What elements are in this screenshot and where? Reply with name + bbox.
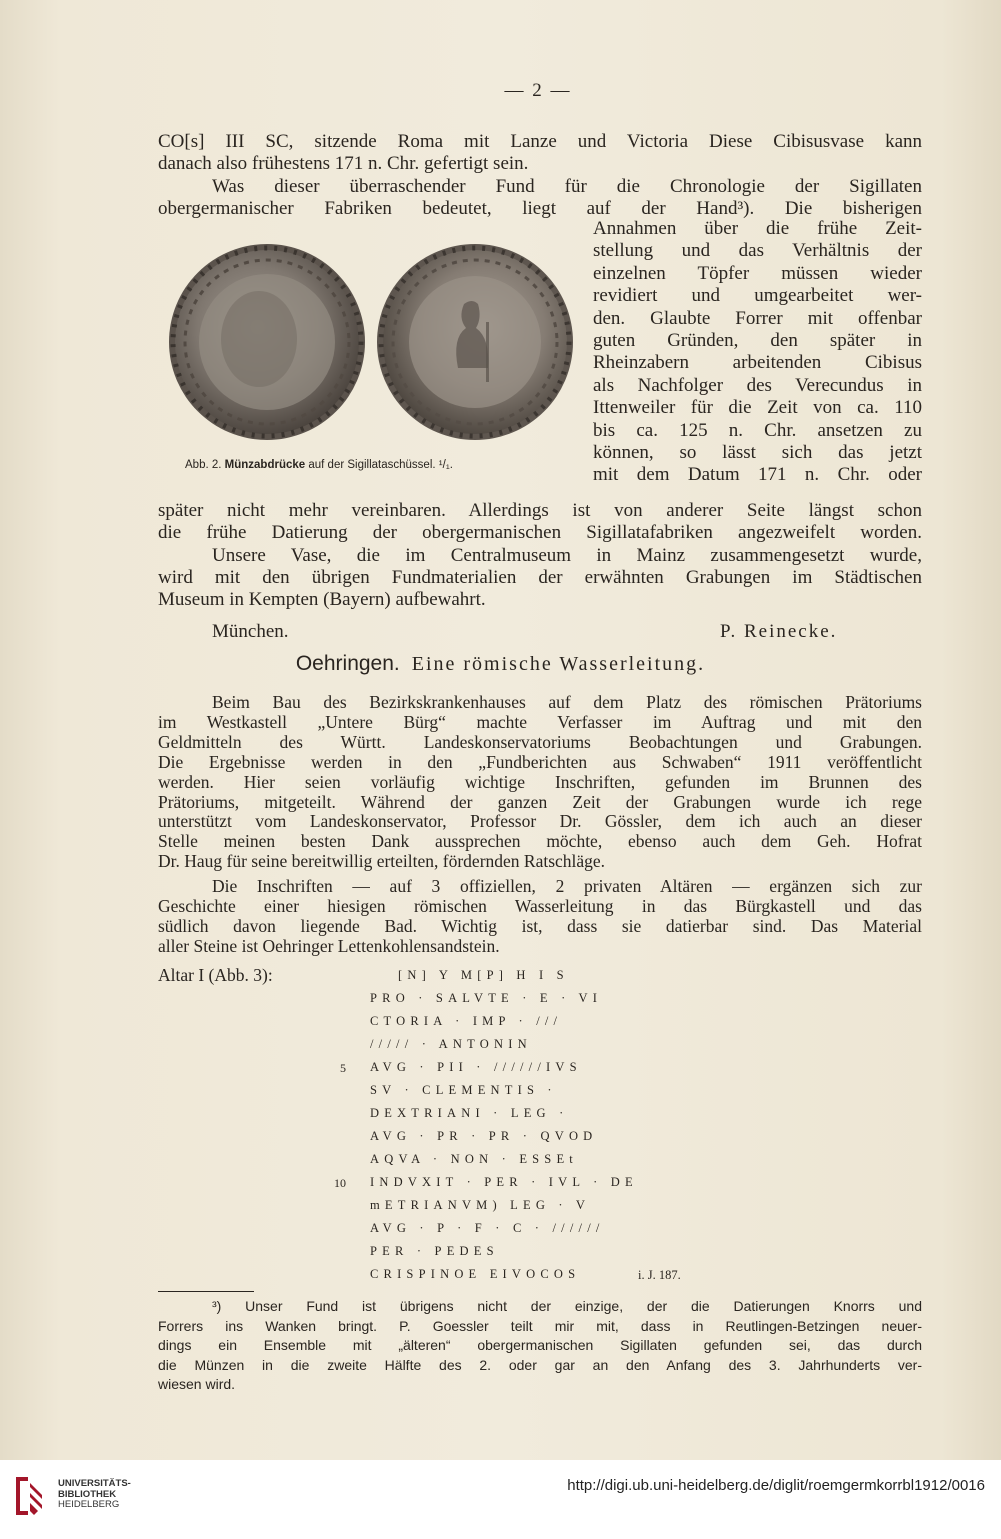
inscription-line: mETRIANVM) LEG · V [370,1198,591,1212]
library-name-line: HEIDELBERG [58,1499,120,1510]
page-number: — 2 — [504,80,572,101]
coin-impressions-figure [164,244,576,440]
footer-bar [0,1460,1001,1539]
section-title-sub: Eine römische Wasserleitung. [411,653,706,675]
inscription-line: CRISPINOE EIVOCOS [370,1267,581,1281]
text-line: den. Glaubte Forrer mit offenbar [593,307,922,329]
coin-reverse [377,244,573,440]
section-paragraph-1 [158,693,922,872]
inscription-line: AVG · PR · PR · QVOD [370,1129,598,1143]
paragraph-2-end [158,500,922,544]
text-line: CO[s] III SC, sitzende Roma mit Lanze und Victoria Diese Cibisusvase kann [158,131,922,152]
text-line: danach also frühestens 171 n. Chr. gefertigt sein. [158,153,529,175]
inscription-date: i. J. 187. [638,1268,681,1282]
library-name-line: BIBLIOTHEK [58,1488,117,1500]
text-line: werden. Hier seien vorläufig wichtige Inschriften, gefunden im Brunnen des [158,771,922,792]
text-line: aller Steine ist Oehringer Lettenkohlensandstein. [158,935,500,956]
wrapped-paragraph [593,218,922,487]
text-line: im Westkastell „Untere Bürg“ machte Verfasser im Auftrag und mit den [158,711,922,732]
inscription-line: PRO · SALVTE · E · VI [370,991,603,1005]
text-line: Unsere Vase, die im Centralmuseum in Mainz zusammengesetzt wurde, [212,545,922,566]
text-line: Dr. Haug für seine bereitwillig erteilten, fördernden Ratschläge. [158,851,606,872]
figure-label: Abb. 2. [185,459,222,471]
text-line: mit dem Datum 171 n. Chr. oder [593,464,922,486]
text-line: die Münzen in die zweite Hälfte des 2. oder gar an den Anfang des 3. Jahrhunderts ver- [158,1356,922,1373]
text-line: später nicht mehr vereinbaren. Allerdings ist von anderer Seite längst schon [158,500,922,521]
text-line: Die Inschriften — auf 3 offiziellen, 2 privaten Altären — ergänzen sich zur [212,876,922,896]
inscription-line: PER · PEDES [370,1244,499,1258]
text-line: revidiert und umgearbeitet wer- [593,285,922,307]
inscription-line: [N] Y M[P] H I S [398,968,569,982]
footnote [158,1297,922,1395]
inscription-line: AQVA · NON · ESSEt [370,1152,578,1166]
text-line: dings ein Ensemble mit „älteren“ obergermanischen Sigillaten gefunden sei, das durch [158,1337,922,1353]
text-line: Stelle meinen besten Dank aussprechen möchte, ebenso auch dem Geh. Hofrat [158,831,922,852]
text-line: stellung und das Verhältnis der [593,240,922,262]
figure-scale: ¹/₁. [438,459,453,471]
paragraph-2 [158,176,922,220]
section-title [0,652,1001,676]
text-line: Beim Bau des Bezirkskrankenhauses auf dem Platz des römischen Prätoriums [212,692,922,712]
text-line: südlich davon liegende Bad. Wichtig ist, dass sie datierbar sind. Das Material [158,915,922,936]
inscription-line: AVG · P · F · C · ////// [370,1221,605,1235]
inscription-line: ///// · ANTONIN [370,1037,532,1051]
library-name-line: UNIVERSITÄTS- [58,1478,131,1489]
figure-title: Münzabdrücke [224,459,306,471]
signature-place: München. [212,621,289,642]
text-line: als Nachfolger des Verecundus in [593,374,922,396]
coin-impressions-image [164,244,576,440]
section-paragraph-2 [158,877,922,957]
text-line: Geldmitteln des Württ. Landeskonservatoriums Beobachtungen und Grabungen. [158,731,922,752]
line-number: 10 [334,1176,346,1190]
text-line: Die Ergebnisse werden in den „Fundberichten aus Schwaben“ 1911 veröffentlicht [158,751,922,772]
signature-author: P. Reinecke. [720,621,838,642]
text-line: Was dieser überraschender Fund für die Chronologie der Sigillaten [212,176,922,197]
text-line: unterstützt vom Landeskonservator, Professor Dr. Gössler, dem ich auch an dieser [158,811,922,832]
text-line: Geschichte einer hiesigen römischen Wasserleitung in das Bürgkastell und das [158,895,922,916]
text-line: einzelnen Töpfer müssen wieder [593,262,922,284]
source-url-link[interactable]: http://digi.ub.uni-heidelberg.de/diglit/roemgermkorrbl1912/0016 [567,1477,985,1494]
line-number: 5 [340,1061,346,1075]
text-line: Rheinzabern arbeitenden Cibisus [593,352,922,374]
text-line: wiesen wird. [158,1376,236,1392]
text-line: ³) Unser Fund ist übrigens nicht der einzige, der die Datierungen Knorrs und [212,1298,922,1314]
text-line: Forrers ins Wanken bringt. P. Goessler teilt mir mit, dass in Reutlingen-Betzingen neuer- [158,1317,922,1334]
text-line: Annahmen über die frühe Zeit- [593,218,922,239]
inscription-line: SV · CLEMENTIS · [370,1083,557,1097]
library-logo-icon[interactable] [12,1473,46,1519]
text-line: obergermanischer Fabriken bedeutet, liegt auf der Hand³). Die bisherigen [158,198,922,220]
text-line: Prätoriums, mitgeteilt. Während der ganzen Zeit der Grabungen wurde ich rege [158,791,922,812]
footnote-rule [158,1291,254,1292]
text-line: Ittenweiler für die Zeit von ca. 110 [593,397,922,419]
paragraph-1 [158,131,922,175]
text-line: guten Gründen, den später in [593,330,922,352]
text-line: können, so lässt sich das jetzt [593,442,922,464]
inscription-line: DEXTRIANI · LEG · [370,1106,569,1120]
paragraph-3 [158,545,922,612]
coin-obverse [169,244,365,440]
library-name[interactable] [58,1479,131,1511]
figure-caption [185,459,453,471]
inscription-line: CTORIA · IMP · /// [370,1014,563,1028]
text-line: die frühe Datierung der obergermanischen Sigillatafabriken angezweifelt worden. [158,522,922,544]
text-line: bis ca. 125 n. Chr. ansetzen zu [593,419,922,441]
inscription-line: INDVXIT · PER · IVL · DE [370,1175,638,1189]
section-title-main: Oehringen. [295,652,400,675]
figure-description: auf der Sigillataschüssel. [308,459,436,471]
text-line: Museum in Kempten (Bayern) aufbewahrt. [158,589,486,611]
text-line: wird mit den übrigen Fundmaterialien der erwähnten Grabungen im Städtischen [158,567,922,589]
altar-label: Altar I (Abb. 3): [158,965,273,985]
inscription-line: AVG · PII · //////IVS [370,1060,582,1074]
